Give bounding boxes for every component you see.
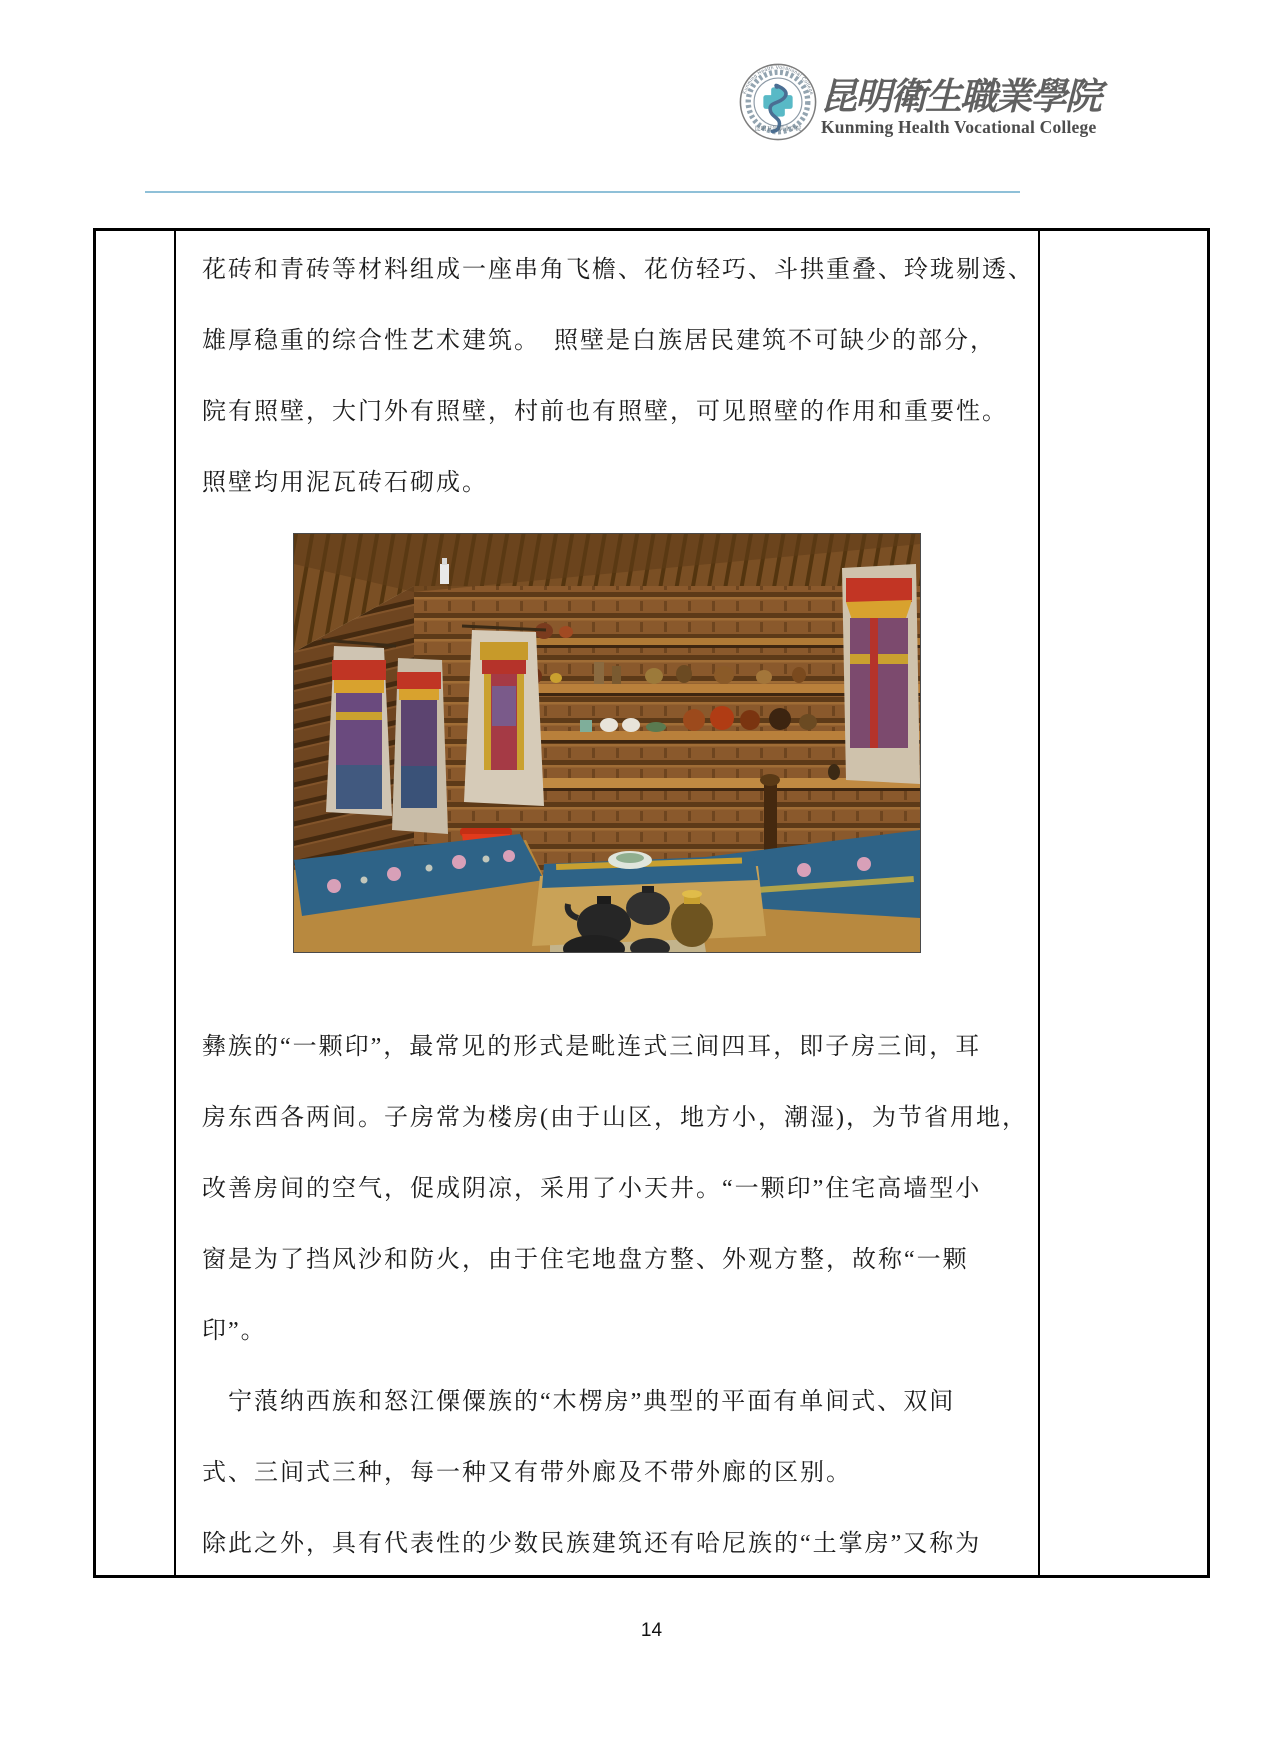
table-column-main	[176, 231, 1040, 1575]
text-line: 花砖和青砖等材料组成一座串角飞檐、花仿轻巧、斗拱重叠、玲珑剔透、	[202, 257, 1034, 283]
text-line: 印”。	[202, 1318, 267, 1344]
tapestry-center	[462, 626, 546, 806]
log-house-interior-photo	[293, 533, 921, 953]
college-logo-icon	[737, 60, 819, 144]
content-table	[93, 228, 1210, 1578]
tapestry-left	[322, 640, 396, 816]
header-divider-rule	[145, 191, 1020, 193]
text-line: 除此之外，具有代表性的少数民族建筑还有哈尼族的“土掌房”又称为	[202, 1531, 982, 1557]
logo-seal-text: 昆明卫生职业学院	[754, 126, 802, 133]
text-line: 窗是为了挡风沙和防火，由于住宅地盘方整、外观方整，故称“一颗	[202, 1247, 969, 1273]
tapestry-right	[842, 564, 920, 784]
table-column-left-empty	[96, 231, 176, 1575]
text-line: 雄厚稳重的综合性艺术建筑。 照壁是白族居民建筑不可缺少的部分，	[202, 328, 996, 354]
text-line: 彝族的“一颗印”，最常见的形式是毗连式三间四耳，即子房三间，耳	[202, 1034, 982, 1060]
text-line: 宁蒗纳西族和怒江傈僳族的“木楞房”典型的平面有单间式、双间	[202, 1389, 956, 1415]
table-column-right-empty	[1040, 231, 1207, 1575]
text-line: 式、三间式三种，每一种又有带外廊及不带外廊的区别。	[202, 1460, 852, 1486]
text-line: 院有照壁，大门外有照壁，村前也有照壁，可见照壁的作用和重要性。	[202, 399, 1008, 425]
page-number: 14	[640, 1620, 663, 1641]
college-name-calligraphy: 昆明衛生職業學院	[820, 74, 1100, 118]
logo-ring-text: Kunming Health Vocational College	[742, 65, 814, 96]
text-line: 改善房间的空气，促成阴凉，采用了小天井。“一颗印”住宅高墙型小	[202, 1176, 982, 1202]
tapestry-left-2	[392, 658, 448, 834]
text-line: 照壁均用泥瓦砖石砌成。	[202, 470, 488, 496]
text-line: 房东西各两间。子房常为楼房(由于山区，地方小，潮湿)，为节省用地，	[202, 1105, 1028, 1131]
college-name-english: Kunming Health Vocational College	[821, 117, 1097, 137]
